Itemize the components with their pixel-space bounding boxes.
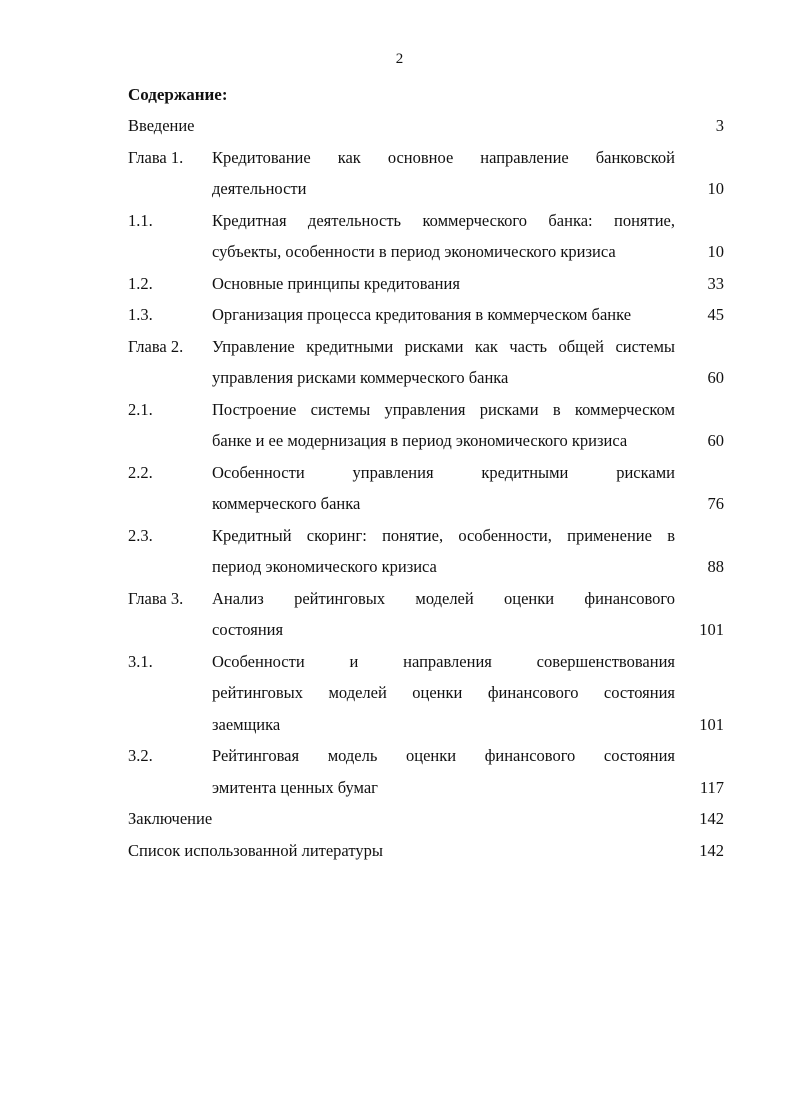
toc-entry-title: Список использованной литературы (128, 840, 383, 860)
toc-entry-text: Кредитный скоринг: понятие, особенности, применение в (212, 525, 675, 545)
toc-entry-title: Введение (128, 116, 195, 135)
toc-entry-text: Построение системы управления рисками в коммерческом (212, 399, 675, 419)
toc-entry-page: 33 (707, 273, 724, 293)
toc-entry-page: 60 (707, 368, 724, 387)
toc-entry-text: Особенности и направления совершенствования (212, 651, 675, 671)
toc-entry-text: Особенности управления кредитными рисками (212, 462, 675, 482)
toc-entry-number: 1.1. (128, 210, 153, 230)
toc-entry-text: банке и ее модернизация в период экономического кризиса (212, 431, 628, 450)
toc-entry-number: 1.3. (128, 305, 153, 324)
toc-entry-number: 2.1. (128, 399, 153, 419)
toc-entry-text: коммерческого банка (212, 494, 361, 513)
toc-entry-text: деятельности (212, 179, 307, 198)
toc-entry-page: 60 (707, 431, 724, 450)
toc-entry-text: Анализ рейтинговых моделей оценки финансового (212, 588, 675, 608)
toc-entry-number: 3.2. (128, 746, 153, 765)
toc-entry-text: период экономического кризиса (212, 557, 437, 576)
toc-entry-text: рейтинговых моделей оценки финансового состояния (212, 683, 675, 702)
toc-entry-number: 1.2. (128, 273, 153, 293)
toc-entry-page: 10 (707, 242, 724, 261)
toc-entry-text: состояния (212, 620, 284, 639)
toc-entry-page: 10 (707, 179, 724, 198)
toc-entry-page: 3 (715, 116, 724, 135)
toc-entry-number: Глава 2. (128, 336, 184, 356)
toc-entry-page: 101 (699, 620, 724, 639)
toc-entry-text: Кредитование как основное направление банковской (212, 147, 675, 167)
toc-entry-number: Глава 3. (128, 588, 184, 608)
toc-entry-text: Кредитная деятельность коммерческого банка: понятие, (212, 210, 675, 230)
page-number: 2 (395, 51, 404, 67)
toc-title: Содержание: (128, 85, 228, 104)
toc-entry-text: управления рисками коммерческого банка (212, 368, 509, 387)
toc-entry-page: 76 (707, 494, 724, 513)
toc-entry-text: Организация процесса кредитования в коммерческом банке (212, 305, 632, 324)
toc-entry-text: Управление кредитными рисками как часть общей системы (212, 336, 675, 356)
toc-entry-number: 2.3. (128, 525, 153, 545)
toc-entry-text: эмитента ценных бумаг (212, 777, 378, 797)
toc-entry-page: 117 (699, 777, 724, 797)
toc-entry-text: заемщика (212, 714, 281, 734)
toc-entry-page: 88 (707, 557, 724, 576)
toc-entry-number: 3.1. (128, 651, 153, 671)
toc-entry-title: Заключение (128, 809, 213, 828)
toc-entry-page: 142 (699, 809, 724, 828)
toc-entry-text: Основные принципы кредитования (212, 273, 460, 293)
toc-entry-text: Рейтинговая модель оценки финансового состояния (212, 746, 675, 765)
toc-entry-number: Глава 1. (128, 147, 184, 167)
toc-entry-page: 101 (699, 714, 724, 734)
toc-entry-text: субъекты, особенности в период экономического кризиса (212, 242, 616, 261)
toc-entry-page: 45 (707, 305, 724, 324)
toc-entry-number: 2.2. (128, 462, 153, 482)
toc-entry-page: 142 (699, 840, 724, 860)
